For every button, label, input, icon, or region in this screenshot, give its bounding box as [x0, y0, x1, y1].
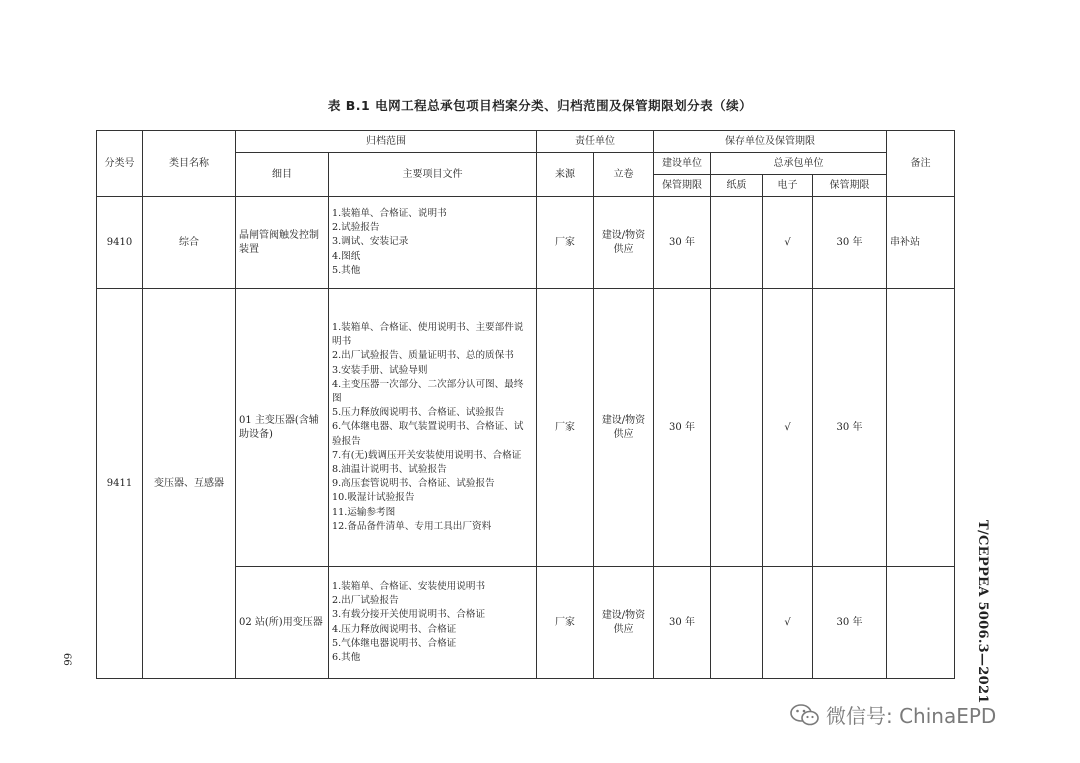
- doc-item: 3.调试、安装记录: [332, 236, 409, 248]
- row-paper: [711, 197, 763, 289]
- doc-item: 2.试验报告: [332, 222, 380, 234]
- watermark-text: 微信号: ChinaEPD: [826, 704, 997, 728]
- row-name: 变压器、互感器: [143, 289, 236, 679]
- header-item: 细目: [236, 153, 329, 197]
- header-code: 分类号: [97, 131, 143, 197]
- doc-list: [332, 321, 533, 534]
- row-electronic: √: [763, 289, 813, 567]
- header-owner: 建设单位: [654, 153, 711, 175]
- doc-list: [332, 207, 533, 278]
- table-row: [97, 289, 955, 567]
- row-remark: [887, 289, 955, 567]
- watermark: [790, 700, 996, 729]
- row-contractor-period: 30 年: [813, 289, 887, 567]
- header-contractor: 总承包单位: [711, 153, 887, 175]
- doc-item: 10.吸湿计试验报告: [332, 492, 415, 504]
- doc-item: 5.压力释放阀说明书、合格证、试验报告: [332, 407, 505, 419]
- row-electronic: √: [763, 567, 813, 679]
- doc-item: 12.备品备件清单、专用工具出厂资料: [332, 520, 492, 532]
- header-name: 类目名称: [143, 131, 236, 197]
- table-row: [97, 197, 955, 289]
- doc-item: 1.装箱单、合格证、使用说明书、主要部件说明书: [332, 321, 524, 348]
- header-contractor-period: 保管期限: [813, 175, 887, 197]
- doc-item: 3.安装手册、试验导则: [332, 364, 428, 376]
- header-docs: 主要项目文件: [329, 153, 537, 197]
- header-electronic: 电子: [763, 175, 813, 197]
- row-source: 厂家: [537, 197, 594, 289]
- row-paper: [711, 289, 763, 567]
- row-item: 02 站(所)用变压器: [236, 567, 329, 679]
- table-title: 表 B.1 电网工程总承包项目档案分类、归档范围及保管期限划分表（续）: [327, 98, 753, 113]
- doc-item: 7.有(无)载调压开关安装使用说明书、合格证: [332, 449, 522, 461]
- row-remark: [887, 567, 955, 679]
- standard-code-label: T/CEPPEA 5006.3—2021: [975, 520, 990, 704]
- header-owner-period: 保管期限: [654, 175, 711, 197]
- doc-item: 5.气体继电器说明书、合格证: [332, 637, 457, 649]
- row-docs: [329, 289, 537, 567]
- row-electronic: √: [763, 197, 813, 289]
- doc-item: 11.运输参考图: [332, 506, 396, 518]
- doc-item: 3.有载分接开关使用说明书、合格证: [332, 609, 486, 621]
- archive-classification-table: [96, 130, 955, 679]
- header-paper: 纸质: [711, 175, 763, 197]
- doc-item: 1.装箱单、合格证、说明书: [332, 207, 447, 219]
- row-source: 厂家: [537, 289, 594, 567]
- header-filing: 立卷: [594, 153, 654, 197]
- row-filing: 建设/物资供应: [594, 567, 654, 679]
- row-contractor-period: 30 年: [813, 197, 887, 289]
- header-keep: 保存单位及保管期限: [654, 131, 887, 153]
- header-scope: 归档范围: [236, 131, 537, 153]
- row-code: 9411: [97, 289, 143, 679]
- doc-item: 2.出厂试验报告、质量证明书、总的质保书: [332, 350, 514, 362]
- doc-item: 6.其他: [332, 651, 361, 663]
- row-owner-period: 30 年: [654, 289, 711, 567]
- wechat-icon: [790, 703, 820, 727]
- doc-item: 9.高压套管说明书、合格证、试验报告: [332, 478, 495, 490]
- doc-item: 4.压力释放阀说明书、合格证: [332, 623, 457, 635]
- row-docs: [329, 567, 537, 679]
- doc-item: 5.其他: [332, 264, 361, 276]
- row-owner-period: 30 年: [654, 567, 711, 679]
- row-filing: 建设/物资供应: [594, 289, 654, 567]
- doc-item: 8.油温计说明书、试验报告: [332, 464, 447, 475]
- row-code: 9410: [97, 197, 143, 289]
- doc-item: 6.气体继电器、取气装置说明书、合格证、试验报告: [332, 421, 524, 447]
- row-contractor-period: 30 年: [813, 567, 887, 679]
- row-remark: 串补站: [887, 197, 955, 289]
- row-item: 01 主变压器(含辅助设备): [236, 289, 329, 567]
- row-filing: 建设/物资供应: [594, 197, 654, 289]
- page-number: 66: [61, 653, 72, 666]
- row-paper: [711, 567, 763, 679]
- row-item: 晶闸管阀触发控制装置: [236, 197, 329, 289]
- doc-item: 1.装箱单、合格证、安装使用说明书: [332, 580, 486, 592]
- doc-item: 4.主变压器一次部分、二次部分认可图、最终图: [332, 378, 524, 404]
- row-owner-period: 30 年: [654, 197, 711, 289]
- row-source: 厂家: [537, 567, 594, 679]
- header-source: 来源: [537, 153, 594, 197]
- doc-item: 2.出厂试验报告: [332, 595, 399, 607]
- header-resp: 责任单位: [537, 131, 654, 153]
- doc-list: [332, 580, 533, 665]
- header-remark: 备注: [887, 131, 955, 197]
- row-name: 综合: [143, 197, 236, 289]
- doc-item: 4.图纸: [332, 250, 361, 262]
- row-docs: [329, 197, 537, 289]
